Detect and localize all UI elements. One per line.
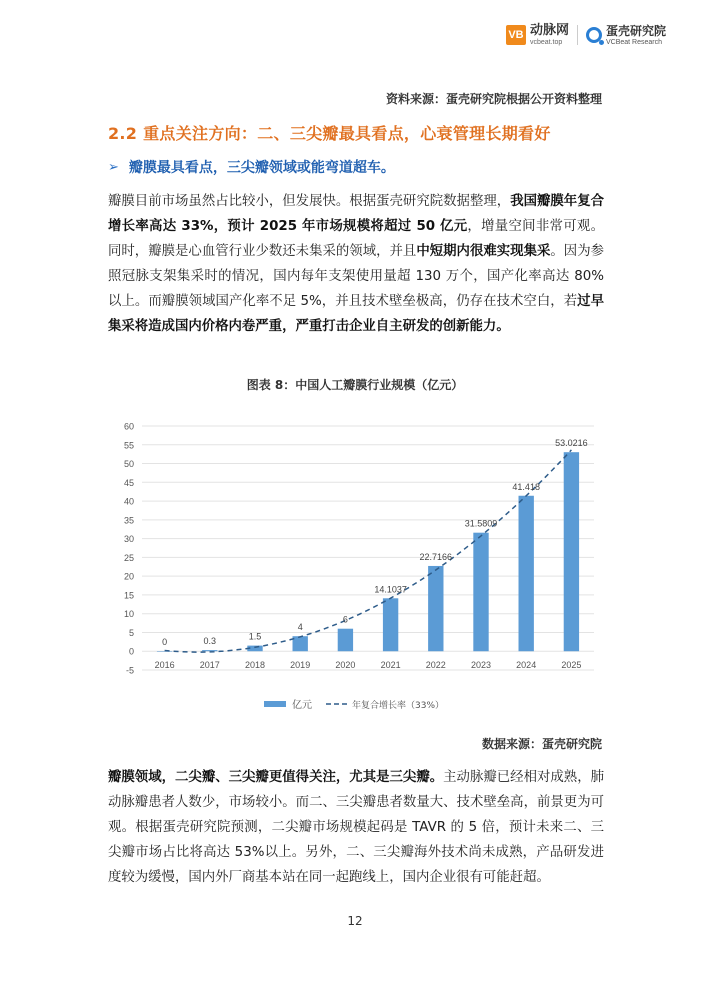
x-tick-label: 2023 xyxy=(470,660,492,671)
y-tick-label: 20 xyxy=(123,571,134,582)
y-tick-label: 45 xyxy=(123,477,134,488)
paragraph-run: 。因为参照冠脉支架集采时的情况，国内每年支架使用量超 130 万个，国产化率高达 80%以上。而瓣膜领域国产化率不足 5%，并且技术壁垒极高，仍存在技术空白，若 xyxy=(108,244,605,309)
paragraph-run: ，增量空间非常可观。同时，瓣膜是心血管行业少数还未集采的领域，并且 xyxy=(108,219,604,259)
y-tick-label: 5 xyxy=(128,627,134,638)
paragraph-run: 主动脉瓣已经相对成熟，肺动脉瓣患者人数少，市场较小。而二、三尖瓣患者数量大、技术壁垒高，前景更为可观。根据蛋壳研究院预测，二尖瓣市场规模起码是 TAVR 的 5 倍，预计未来二、三尖瓣市场占比将高达 53%以上。另外，二、三尖瓣海外技术尚未成熟，产品研发进度较为缓慢，国内外厂商基本站在同一起跑线上，国内企业很有可能赶超。 xyxy=(108,770,605,885)
y-tick-label: 15 xyxy=(123,590,134,601)
bullet-heading-text: 瓣膜最具看点，三尖瓣领域或能弯道超车。 xyxy=(128,160,395,176)
x-tick-label: 2019 xyxy=(290,660,311,671)
x-tick-label: 2016 xyxy=(154,660,175,671)
valve-market-chart xyxy=(108,408,608,720)
bar xyxy=(338,629,353,652)
x-tick-label: 2017 xyxy=(199,660,220,671)
magnifier-logo-icon xyxy=(586,27,602,43)
data-label: 14.1037 xyxy=(374,584,407,595)
y-tick-label: 40 xyxy=(123,496,134,507)
page-number: 12 xyxy=(347,914,363,928)
legend-label-bars: 亿元 xyxy=(292,700,312,711)
bar xyxy=(293,636,308,651)
y-tick-label: 55 xyxy=(123,440,134,451)
data-label: 31.5809 xyxy=(464,518,498,529)
y-tick-label: 60 xyxy=(123,421,134,432)
data-label: 6 xyxy=(342,614,348,625)
x-tick-label: 2020 xyxy=(335,660,356,671)
section-title: 2.2 重点关注方向：二、三尖瓣最具看点，心衰管理长期看好 xyxy=(108,124,551,143)
paragraph-run: 我国瓣膜年复合增长率高达 33%，预计 2025 年市场规模将超过 50 亿元 xyxy=(108,194,605,234)
bar xyxy=(519,496,534,651)
bullet-heading xyxy=(108,157,395,177)
vcbeat-research-logo xyxy=(586,25,666,46)
bar xyxy=(157,651,172,652)
y-tick-label: 30 xyxy=(123,534,134,545)
data-label: 22.7166 xyxy=(419,551,453,562)
vcbeat-logo-name: 动脉网 xyxy=(529,23,569,38)
trend-line xyxy=(165,450,572,652)
figure-title: 图表 8：中国人工瓣膜行业规模（亿元） xyxy=(246,378,464,392)
data-label: 53.0216 xyxy=(555,438,588,449)
chart-svg xyxy=(108,408,608,720)
research-logo-name: 蛋壳研究院 xyxy=(605,23,666,38)
x-tick-label: 2024 xyxy=(516,660,537,671)
paragraph-run: 瓣膜领域，二尖瓣、三尖瓣更值得关注，尤其是三尖瓣。 xyxy=(108,770,444,785)
research-logo-subtitle: VCBeat Research xyxy=(605,38,663,46)
source-note-bottom: 数据来源：蛋壳研究院 xyxy=(481,737,602,751)
legend-swatch-bars xyxy=(264,701,286,707)
data-label: 0 xyxy=(162,637,168,648)
vb-logo-icon: VB xyxy=(506,25,526,45)
header-logos xyxy=(506,24,666,46)
x-tick-label: 2021 xyxy=(380,660,401,671)
y-tick-label: 0 xyxy=(128,646,134,657)
y-tick-label: 50 xyxy=(123,459,134,470)
y-tick-label: 10 xyxy=(123,609,134,620)
logo-divider xyxy=(577,25,578,45)
x-tick-label: 2018 xyxy=(244,660,266,671)
bar xyxy=(383,598,398,651)
paragraph-market-overview xyxy=(108,189,604,339)
data-label: 1.5 xyxy=(248,631,262,642)
legend-label-trend: 年复合增长率（33%） xyxy=(352,701,445,711)
vcbeat-logo-url: vcbeat.top xyxy=(529,39,563,46)
data-label: 41.418 xyxy=(512,481,540,492)
bar xyxy=(473,533,488,652)
paragraph-valve-focus xyxy=(108,765,604,890)
bar xyxy=(202,650,217,651)
x-tick-label: 2025 xyxy=(561,660,582,671)
paragraph-run: 中短期内很难实现集采 xyxy=(416,244,551,259)
arrow-right-icon: ➢ xyxy=(108,159,119,175)
y-tick-label: -5 xyxy=(125,665,134,676)
bar xyxy=(564,452,579,651)
y-tick-label: 25 xyxy=(123,552,134,563)
x-tick-label: 2022 xyxy=(425,660,446,671)
paragraph-run: 过早集采将造成国内价格内卷严重，严重打击企业自主研发的创新能力。 xyxy=(108,294,605,334)
vcbeat-logo xyxy=(506,24,569,46)
data-label: 4 xyxy=(297,622,303,633)
y-tick-label: 35 xyxy=(123,515,134,526)
paragraph-run: 瓣膜目前市场虽然占比较小，但发展快。根据蛋壳研究院数据整理， xyxy=(108,194,511,209)
source-note-top: 资料来源：蛋壳研究院根据公开资料整理 xyxy=(385,92,602,106)
bar xyxy=(428,566,443,651)
data-label: 0.3 xyxy=(203,636,217,647)
